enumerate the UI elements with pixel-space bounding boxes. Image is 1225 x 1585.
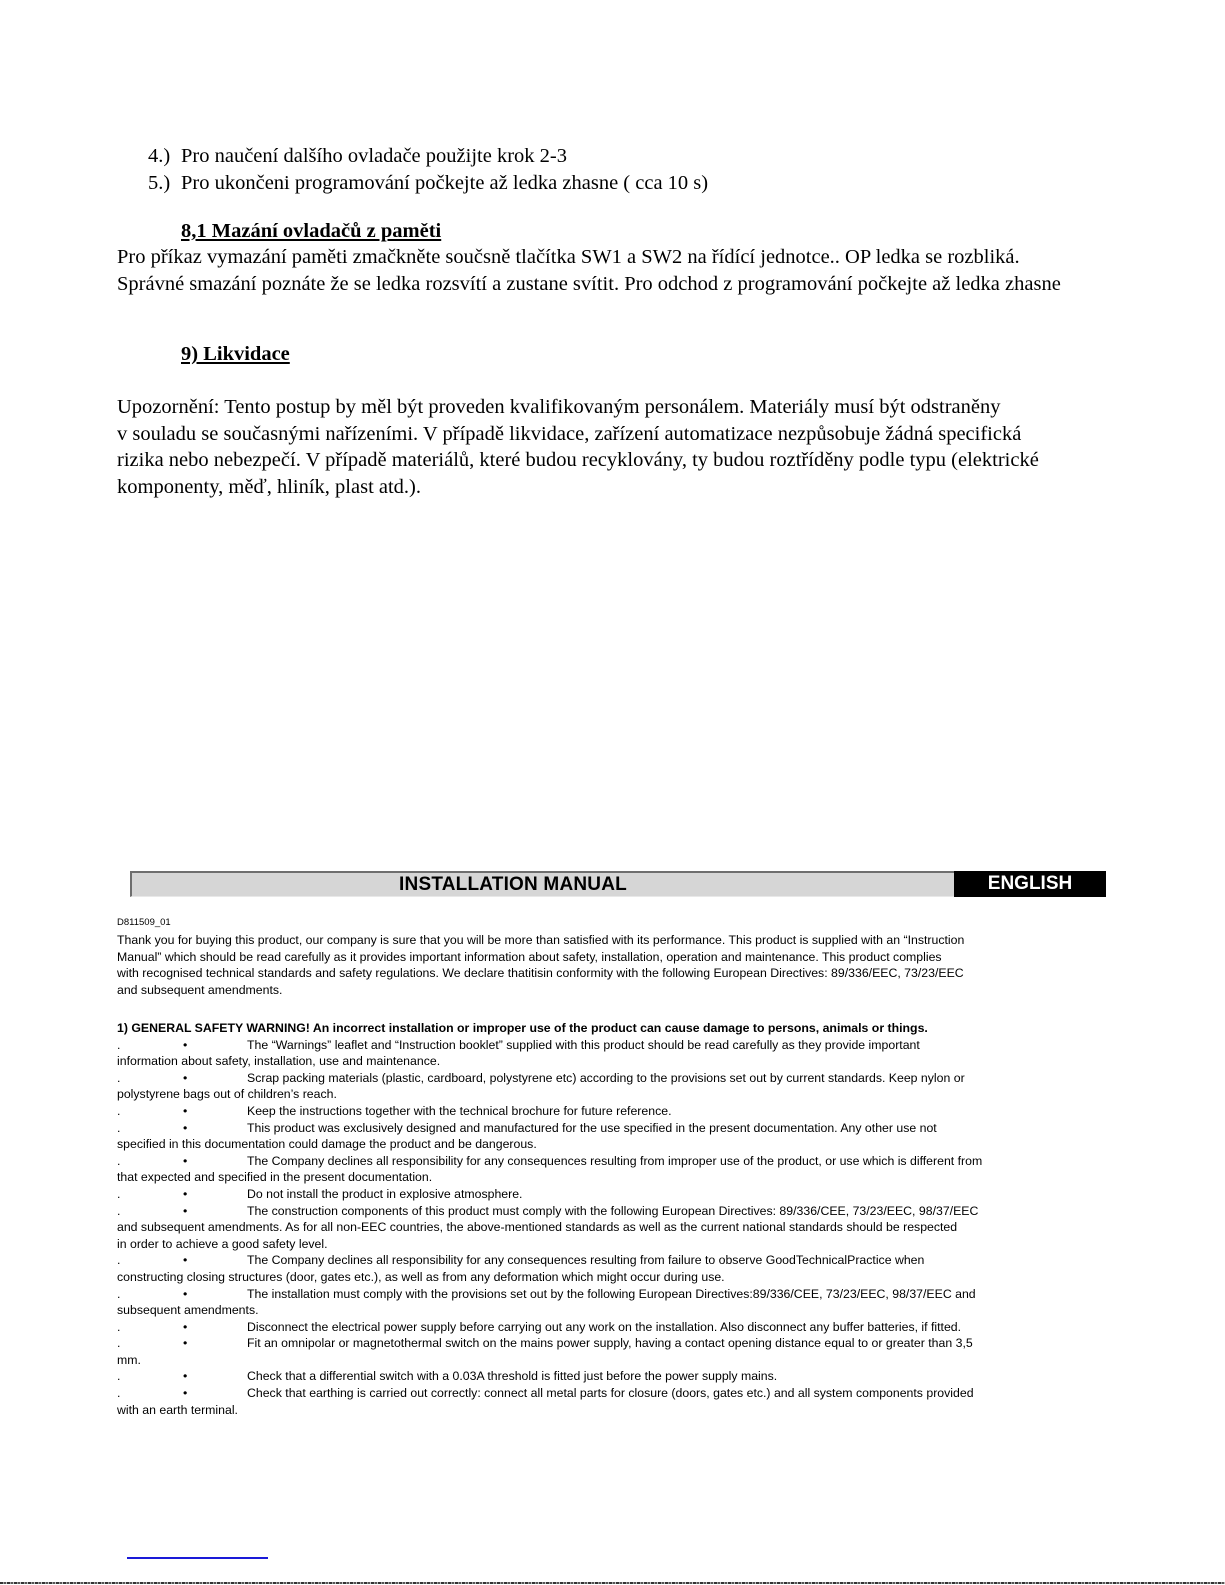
czech-steps-list	[148, 143, 708, 197]
paragraph-line: Správné smazání poznáte že se ledka rozsvítí a zustane svítit. Pro odchod z programování počkejte až ledka zhasne	[117, 273, 1061, 295]
safety-heading: 1) GENERAL SAFETY WARNING! An incorrect installation or improper use of the product can cause damage to persons, animals or things.	[117, 1021, 928, 1035]
bullet-item: . • Fit an omnipolar or magnetothermal switch on the mains power supply, having a contact opening distance equal to or greater than 3,5	[117, 1336, 973, 1351]
step-item	[148, 170, 708, 197]
paragraph-line: and subsequent amendments.	[117, 982, 283, 997]
bullet-icon: •	[183, 1203, 188, 1218]
bullet-continuation: constructing closing structures (door, gates etc.), as well as from any deformation which might occur during use.	[117, 1269, 725, 1284]
bullet-item: . • The “Warnings” leaflet and “Instruction booklet” supplied with this product should be read carefully as they provide important	[117, 1037, 920, 1052]
bullet-item: . • Keep the instructions together with the technical brochure for future reference.	[117, 1103, 672, 1118]
banner-title: INSTALLATION MANUAL	[130, 871, 954, 897]
bullet-icon: •	[183, 1369, 188, 1384]
paragraph-line: v souladu se současnými nařízeními. V případě likvidace, zařízení automatizace nezpůsobuje žádná specifická	[117, 422, 1022, 445]
step-text: Pro naučení dalšího ovladače použijte krok 2-3	[181, 145, 567, 167]
bullet-icon: •	[183, 1286, 188, 1301]
section-heading-9: 9) Likvidace	[181, 343, 290, 365]
bullet-item: . • Check that a differential switch with a 0.03A threshold is fitted just before the power supply mains.	[117, 1369, 778, 1384]
bullet-continuation: subsequent amendments.	[117, 1303, 259, 1318]
bullet-item: . • The Company declines all responsibility for any consequences resulting from failure to observe GoodTechnicalPractice when	[117, 1253, 925, 1268]
bullet-item: . • The installation must comply with the provisions set out by the following European Directives:89/336/CEE, 73/23/EEC, 98/37/EEC and	[117, 1286, 976, 1301]
bullet-icon: •	[183, 1153, 188, 1168]
paragraph-line: with recognised technical standards and safety regulations. We declare thatitisin conformity with the following European Directives: 89/336/EEC, 73/23/EEC	[117, 966, 964, 981]
bullet-icon: •	[183, 1120, 188, 1135]
bullet-continuation: specified in this documentation could damage the product and be dangerous.	[117, 1137, 537, 1152]
bullet-icon: •	[183, 1103, 188, 1118]
bullet-continuation: mm.	[117, 1352, 141, 1367]
bullet-item: . • Do not install the product in explosive atmosphere.	[117, 1186, 523, 1201]
paragraph-line: Thank you for buying this product, our company is sure that you will be more than satisfied with its performance. This product is supplied with an “Instruction	[117, 933, 965, 947]
bullet-continuation: information about safety, installation, use and maintenance.	[117, 1054, 441, 1069]
bullet-item: . • This product was exclusively designed and manufactured for the use specified in the present documentation. Any other use not	[117, 1120, 937, 1135]
step-number: 4.)	[148, 145, 171, 167]
paragraph-line: komponenty, měď, hliník, plast atd.).	[117, 475, 422, 498]
bullet-icon: •	[183, 1253, 188, 1268]
general-safety-warning	[117, 1020, 1117, 1418]
document-id: D811509_01	[117, 917, 171, 928]
disposal-paragraph	[117, 394, 1127, 500]
bullet-icon: •	[183, 1186, 188, 1201]
bullet-continuation: polystyrene bags out of children’s reach.	[117, 1087, 337, 1102]
bullet-icon: •	[183, 1319, 188, 1334]
bullet-continuation: that expected and specified in the present documentation.	[117, 1170, 433, 1185]
bullet-item: . • Check that earthing is carried out correctly: connect all metal parts for closure (doors, gates etc.) and all system components provided	[117, 1386, 974, 1401]
bullet-icon: •	[183, 1386, 188, 1401]
bullet-item: . • Disconnect the electrical power supply before carrying out any work on the installation. Also disconnect any buffer batteries, if fitted.	[117, 1319, 962, 1334]
step-item	[148, 143, 708, 170]
step-text: Pro ukončeni programování počkejte až ledka zhasne ( cca 10 s)	[181, 172, 709, 194]
bullet-continuation: with an earth terminal.	[117, 1402, 238, 1417]
bullet-item: . • The Company declines all responsibility for any consequences resulting from improper use of the product, or use which is different from	[117, 1153, 983, 1168]
step-number: 5.)	[148, 172, 171, 194]
bullet-continuation: in order to achieve a good safety level.	[117, 1236, 328, 1251]
footnote-separator-link[interactable]	[127, 1557, 268, 1559]
language-label: ENGLISH	[954, 871, 1106, 897]
subsection-heading-8-1: 8,1 Mazání ovladačů z paměti	[181, 220, 442, 242]
memory-erase-paragraph	[117, 244, 1127, 298]
paragraph-line: Pro příkaz vymazání paměti zmačkněte součsně tlačítka SW1 a SW2 na řídící jednotce.. OP ledka se rozbliká.	[117, 246, 1020, 268]
bullet-item: . • The construction components of this product must comply with the following European Directives: 89/336/CEE, 73/23/EEC, 98/37/EEC	[117, 1203, 979, 1218]
bullet-icon: •	[183, 1336, 188, 1351]
intro-paragraph	[117, 932, 1117, 998]
bullet-continuation: and subsequent amendments. As for all non-EEC countries, the above-mentioned standards as well as the current national standards should be respected	[117, 1220, 958, 1235]
bullet-icon: •	[183, 1037, 188, 1052]
installation-manual-banner	[130, 871, 1106, 897]
paragraph-line: Manual” which should be read carefully as it provides important information about safety, installation, operation and maintenance. This product complies	[117, 949, 942, 964]
paragraph-line: rizika nebo nebezpečí. V případě materiálů, které budou recyklovány, ty budou roztříděny podle typu (elektrické	[117, 449, 1039, 471]
paragraph-line: Upozornění: Tento postup by měl být proveden kvalifikovaným personálem. Materiály musí být odstraněny	[117, 396, 1001, 418]
bullet-icon: •	[183, 1070, 188, 1085]
page-bottom-border	[0, 1582, 1225, 1584]
bullet-item: . • Scrap packing materials (plastic, cardboard, polystyrene etc) according to the provisions set out by current standards. Keep nylon or	[117, 1070, 965, 1085]
